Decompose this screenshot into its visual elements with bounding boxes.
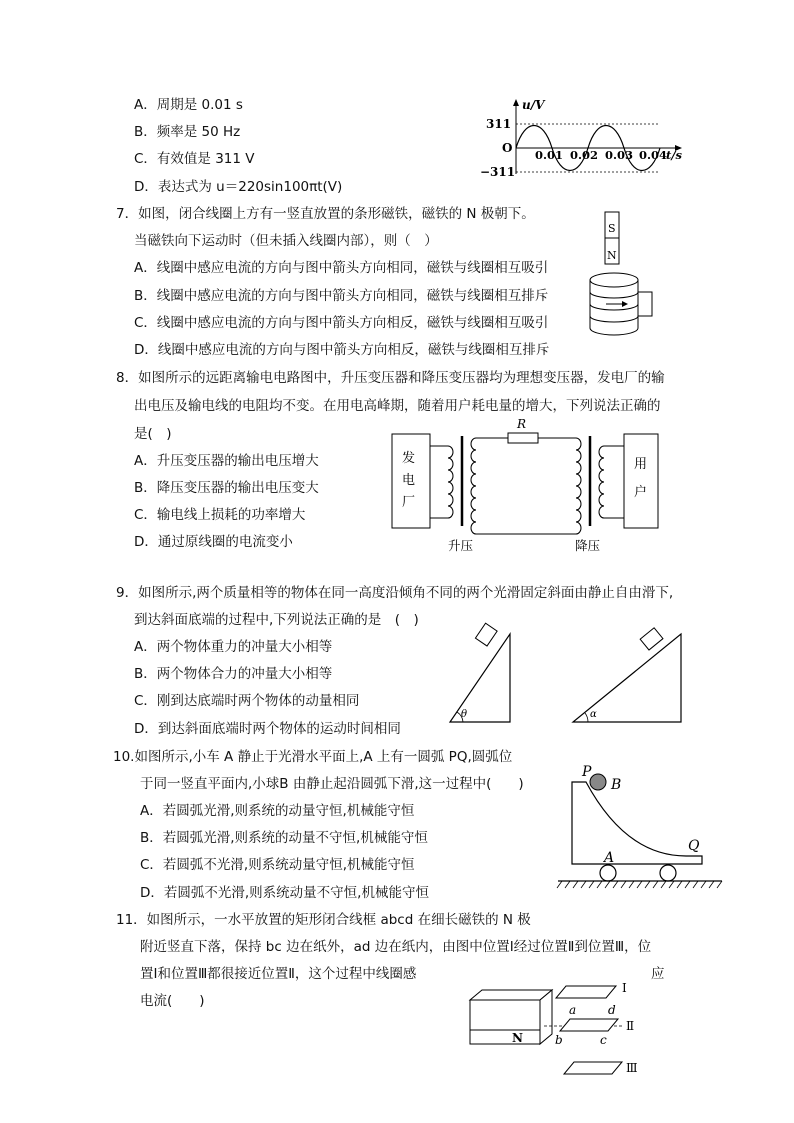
q7-option-b: B．线圈中感应电流的方向与图中箭头方向相同，磁铁与线圈相互排斥 <box>134 288 549 304</box>
q11-label-b: b <box>555 1033 563 1047</box>
q11-stem-line1: 11．如图所示，一水平放置的矩形闭合线框 abcd 在细长磁铁的 N 极 <box>116 912 531 928</box>
q9-theta-label: θ <box>461 709 468 720</box>
q9-option-c: C．刚到达底端时两个物体的动量相同 <box>134 693 360 709</box>
q10-stem-line1: 10.如图所示,小车 A 静止于光滑水平面上,A 上有一圆弧 PQ,圆弧位 <box>113 749 513 765</box>
q9-stem-line1: 9．如图所示,两个质量相等的物体在同一高度沿倾角不同的两个光滑固定斜面由静止自由滑下, <box>116 585 674 601</box>
q9-alpha-label: α <box>590 709 597 720</box>
q8-option-b: B．降压变压器的输出电压变大 <box>134 480 319 496</box>
q6-tick: 0.02 <box>570 148 599 162</box>
q8-stepdown-label: 降压 <box>575 538 601 553</box>
q10-option-c: C．若圆弧不光滑,则系统动量守恒,机械能守恒 <box>140 857 415 873</box>
q10-label-b: B <box>611 777 622 793</box>
q6-option-b: B．频率是 50 Hz <box>134 124 241 140</box>
q10-label-a: A <box>604 850 615 866</box>
q6-tick: 0.01 <box>535 148 564 162</box>
q6-waveform-figure <box>480 96 690 180</box>
q10-option-a: A．若圆弧光滑,则系统的动量守恒,机械能守恒 <box>140 803 415 819</box>
q11-label-c: c <box>600 1033 607 1047</box>
q7-option-d: D．线圈中感应电流的方向与图中箭头方向相反，磁铁与线圈相互排斥 <box>134 342 550 358</box>
q11-stem-line3a: 置Ⅰ和位置Ⅲ都很接近位置Ⅱ，这个过程中线圈感 <box>140 966 417 982</box>
q6-ymax: 311 <box>486 117 512 131</box>
q10-option-d: D．若圆弧不光滑,则系统动量不守恒,机械能守恒 <box>140 885 429 901</box>
q11-stem-line2: 附近竖直下落，保持 bc 边在纸外，ad 边在纸内，由图中位置Ⅰ经过位置Ⅱ到位置Ⅲ，位 <box>140 939 652 955</box>
q10-option-b: B．若圆弧光滑,则系统的动量不守恒,机械能守恒 <box>140 830 428 846</box>
q8-user-label: 用 <box>634 457 648 472</box>
q11-magnet-n: N <box>512 1031 523 1045</box>
q11-position-2: Ⅱ <box>626 1019 635 1033</box>
q8-option-d: D．通过原线圈的电流变小 <box>134 534 293 550</box>
q9-option-d: D．到达斜面底端时两个物体的运动时间相同 <box>134 721 401 737</box>
q9-option-a: A．两个物体重力的冲量大小相等 <box>134 639 333 655</box>
q11-stem-line3b: 应 <box>651 966 665 982</box>
q8-user-label: 户 <box>634 485 648 500</box>
q8-option-c: C．输电线上损耗的功率增大 <box>134 507 306 523</box>
q6-tick: 0.04 <box>639 148 668 162</box>
q11-position-3: Ⅲ <box>626 1061 638 1075</box>
q6-option-d: D．表达式为 u＝220sin100πt(V) <box>134 179 343 195</box>
q8-plant-label: 厂 <box>402 495 416 510</box>
q10-cart-figure <box>556 762 726 890</box>
q8-plant-label: 电 <box>402 473 416 488</box>
q7-option-a: A．线圈中感应电流的方向与图中箭头方向相同，磁铁与线圈相互吸引 <box>134 260 549 276</box>
q6-ylabel: u/V <box>522 98 545 112</box>
q10-label-q: Q <box>688 838 700 854</box>
q8-stem-line2: 出电压及输电线的电阻均不变。在用电高峰期，随着用户耗电量的增大，下列说法正确的 <box>134 398 661 414</box>
q11-frame-figure <box>462 972 662 1082</box>
q6-option-c: C．有效值是 311 V <box>134 151 255 167</box>
q6-option-a: A．周期是 0.01 s <box>134 97 243 113</box>
q7-option-c: C．线圈中感应电流的方向与图中箭头方向相反，磁铁与线圈相互吸引 <box>134 315 549 331</box>
q7-magnet-coil-figure <box>582 208 662 340</box>
q11-label-d: d <box>608 1003 616 1017</box>
q7-stem-line1: 7．如图，闭合线圈上方有一竖直放置的条形磁铁，磁铁的 N 极朝下。 <box>116 206 535 222</box>
q9-option-b: B．两个物体合力的冲量大小相等 <box>134 666 333 682</box>
q6-tick: 0.03 <box>605 148 634 162</box>
q7-magnet-n: N <box>607 249 617 262</box>
q8-stepup-label: 升压 <box>448 538 474 553</box>
q9-inclines-figure <box>445 620 685 726</box>
q11-stem-line4: 电流( ) <box>140 993 205 1009</box>
q10-label-p: P <box>582 764 592 780</box>
q11-position-1: Ⅰ <box>622 981 627 995</box>
q8-transmission-figure <box>390 414 662 554</box>
q10-stem-line2: 于同一竖直平面内,小球B 由静止起沿圆弧下滑,这一过程中( ) <box>140 776 524 792</box>
q8-stem-line1: 8．如图所示的远距离输电电路图中，升压变压器和降压变压器均为理想变压器，发电厂的输 <box>116 370 665 386</box>
q8-stem-line3: 是( ) <box>134 426 172 442</box>
q7-stem-line2: 当磁铁向下运动时（但未插入线圈内部），则（ ） <box>134 233 438 249</box>
q9-stem-line2: 到达斜面底端的过程中,下列说法正确的是 ( ) <box>134 612 419 628</box>
q6-origin: O <box>502 141 513 155</box>
q6-xlabel: t/s <box>666 148 682 162</box>
q7-magnet-s: S <box>608 222 616 235</box>
q6-ymin: −311 <box>480 165 516 179</box>
q8-option-a: A．升压变压器的输出电压增大 <box>134 453 319 469</box>
q11-label-a: a <box>569 1003 577 1017</box>
q8-plant-label: 发 <box>402 451 416 466</box>
q8-resistor-label: R <box>517 417 527 431</box>
